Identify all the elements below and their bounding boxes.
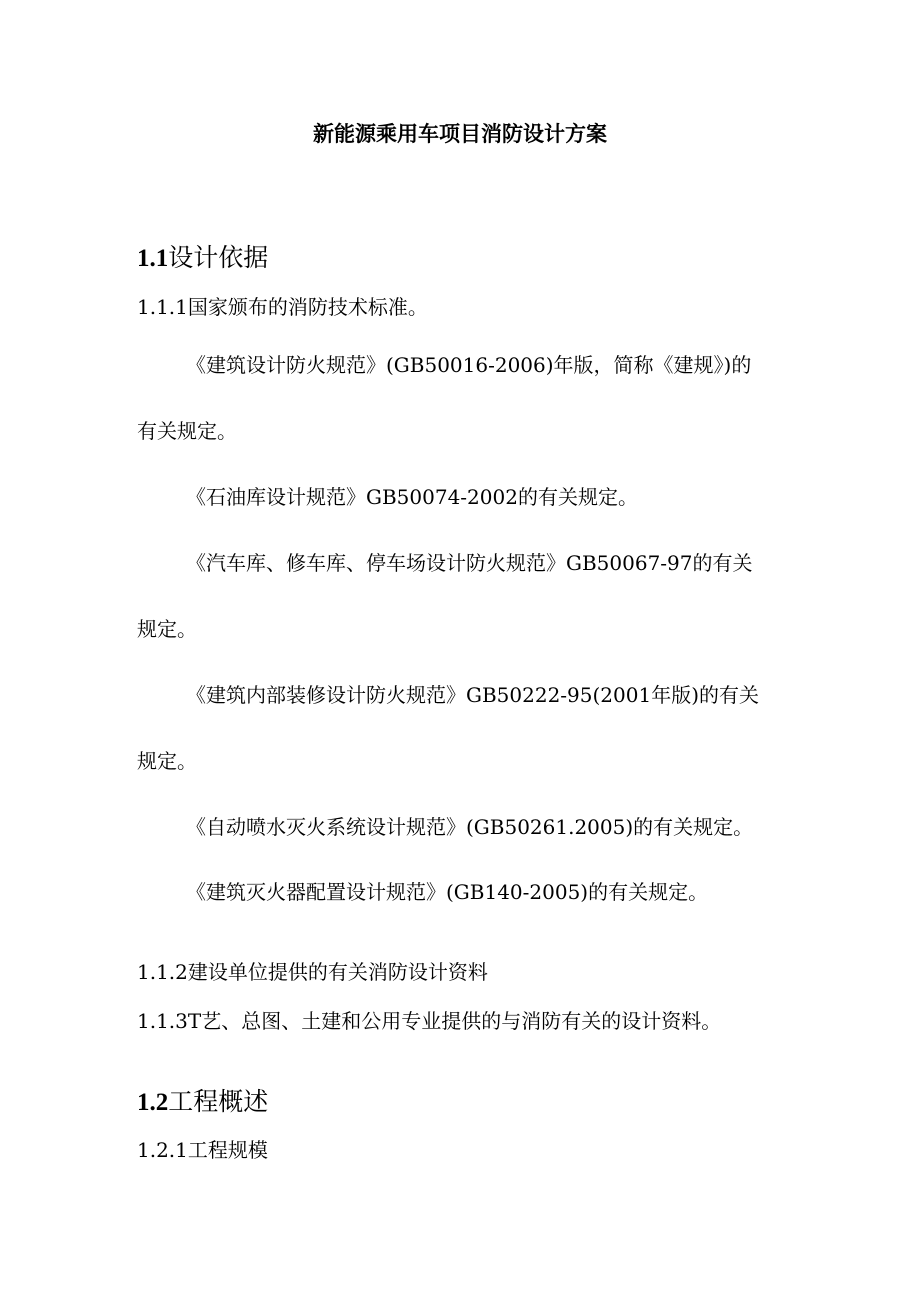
standard-item-3-line1: 《汽车库、修车库、停车场设计防火规范》GB50067-97的有关 (186, 551, 753, 575)
section-heading-1-1 (137, 240, 268, 277)
standard-item-4-line2: 规定。 (137, 749, 197, 773)
subsection-1-1-2: 1.1.2建设单位提供的有关消防设计资料 (137, 960, 488, 984)
standard-item-1-line1: 《建筑设计防火规范》(GB50016-2006)年版，简称《建规》)的 (186, 353, 752, 377)
standard-item-4-line1: 《建筑内部装修设计防火规范》GB50222-95(2001年版)的有关 (186, 683, 760, 707)
standard-item-5: 《自动喷水灭火系统设计规范》(GB50261.2005)的有关规定。 (186, 815, 754, 839)
section-number: 1.2 (137, 1089, 169, 1116)
subsection-1-2-1: 1.2.1工程规模 (137, 1138, 268, 1162)
section-heading-1-2 (137, 1084, 268, 1121)
section-number: 1.1 (137, 245, 169, 272)
section-title: 工程概述 (168, 1087, 269, 1116)
section-title: 设计依据 (168, 243, 269, 272)
standard-item-1-line2: 有关规定。 (137, 419, 237, 443)
standard-item-2: 《石油库设计规范》GB50074-2002的有关规定。 (186, 485, 638, 509)
subsection-1-1-1: 1.1.1国家颁布的消防技术标准。 (137, 295, 428, 319)
standard-item-6: 《建筑灭火器配置设计规范》(GB140-2005)的有关规定。 (186, 880, 709, 904)
document-title: 新能源乘用车项目消防设计方案 (313, 122, 607, 146)
subsection-1-1-3: 1.1.3T艺、总图、土建和公用专业提供的与消防有关的设计资料。 (137, 1009, 722, 1033)
standard-item-3-line2: 规定。 (137, 617, 197, 641)
